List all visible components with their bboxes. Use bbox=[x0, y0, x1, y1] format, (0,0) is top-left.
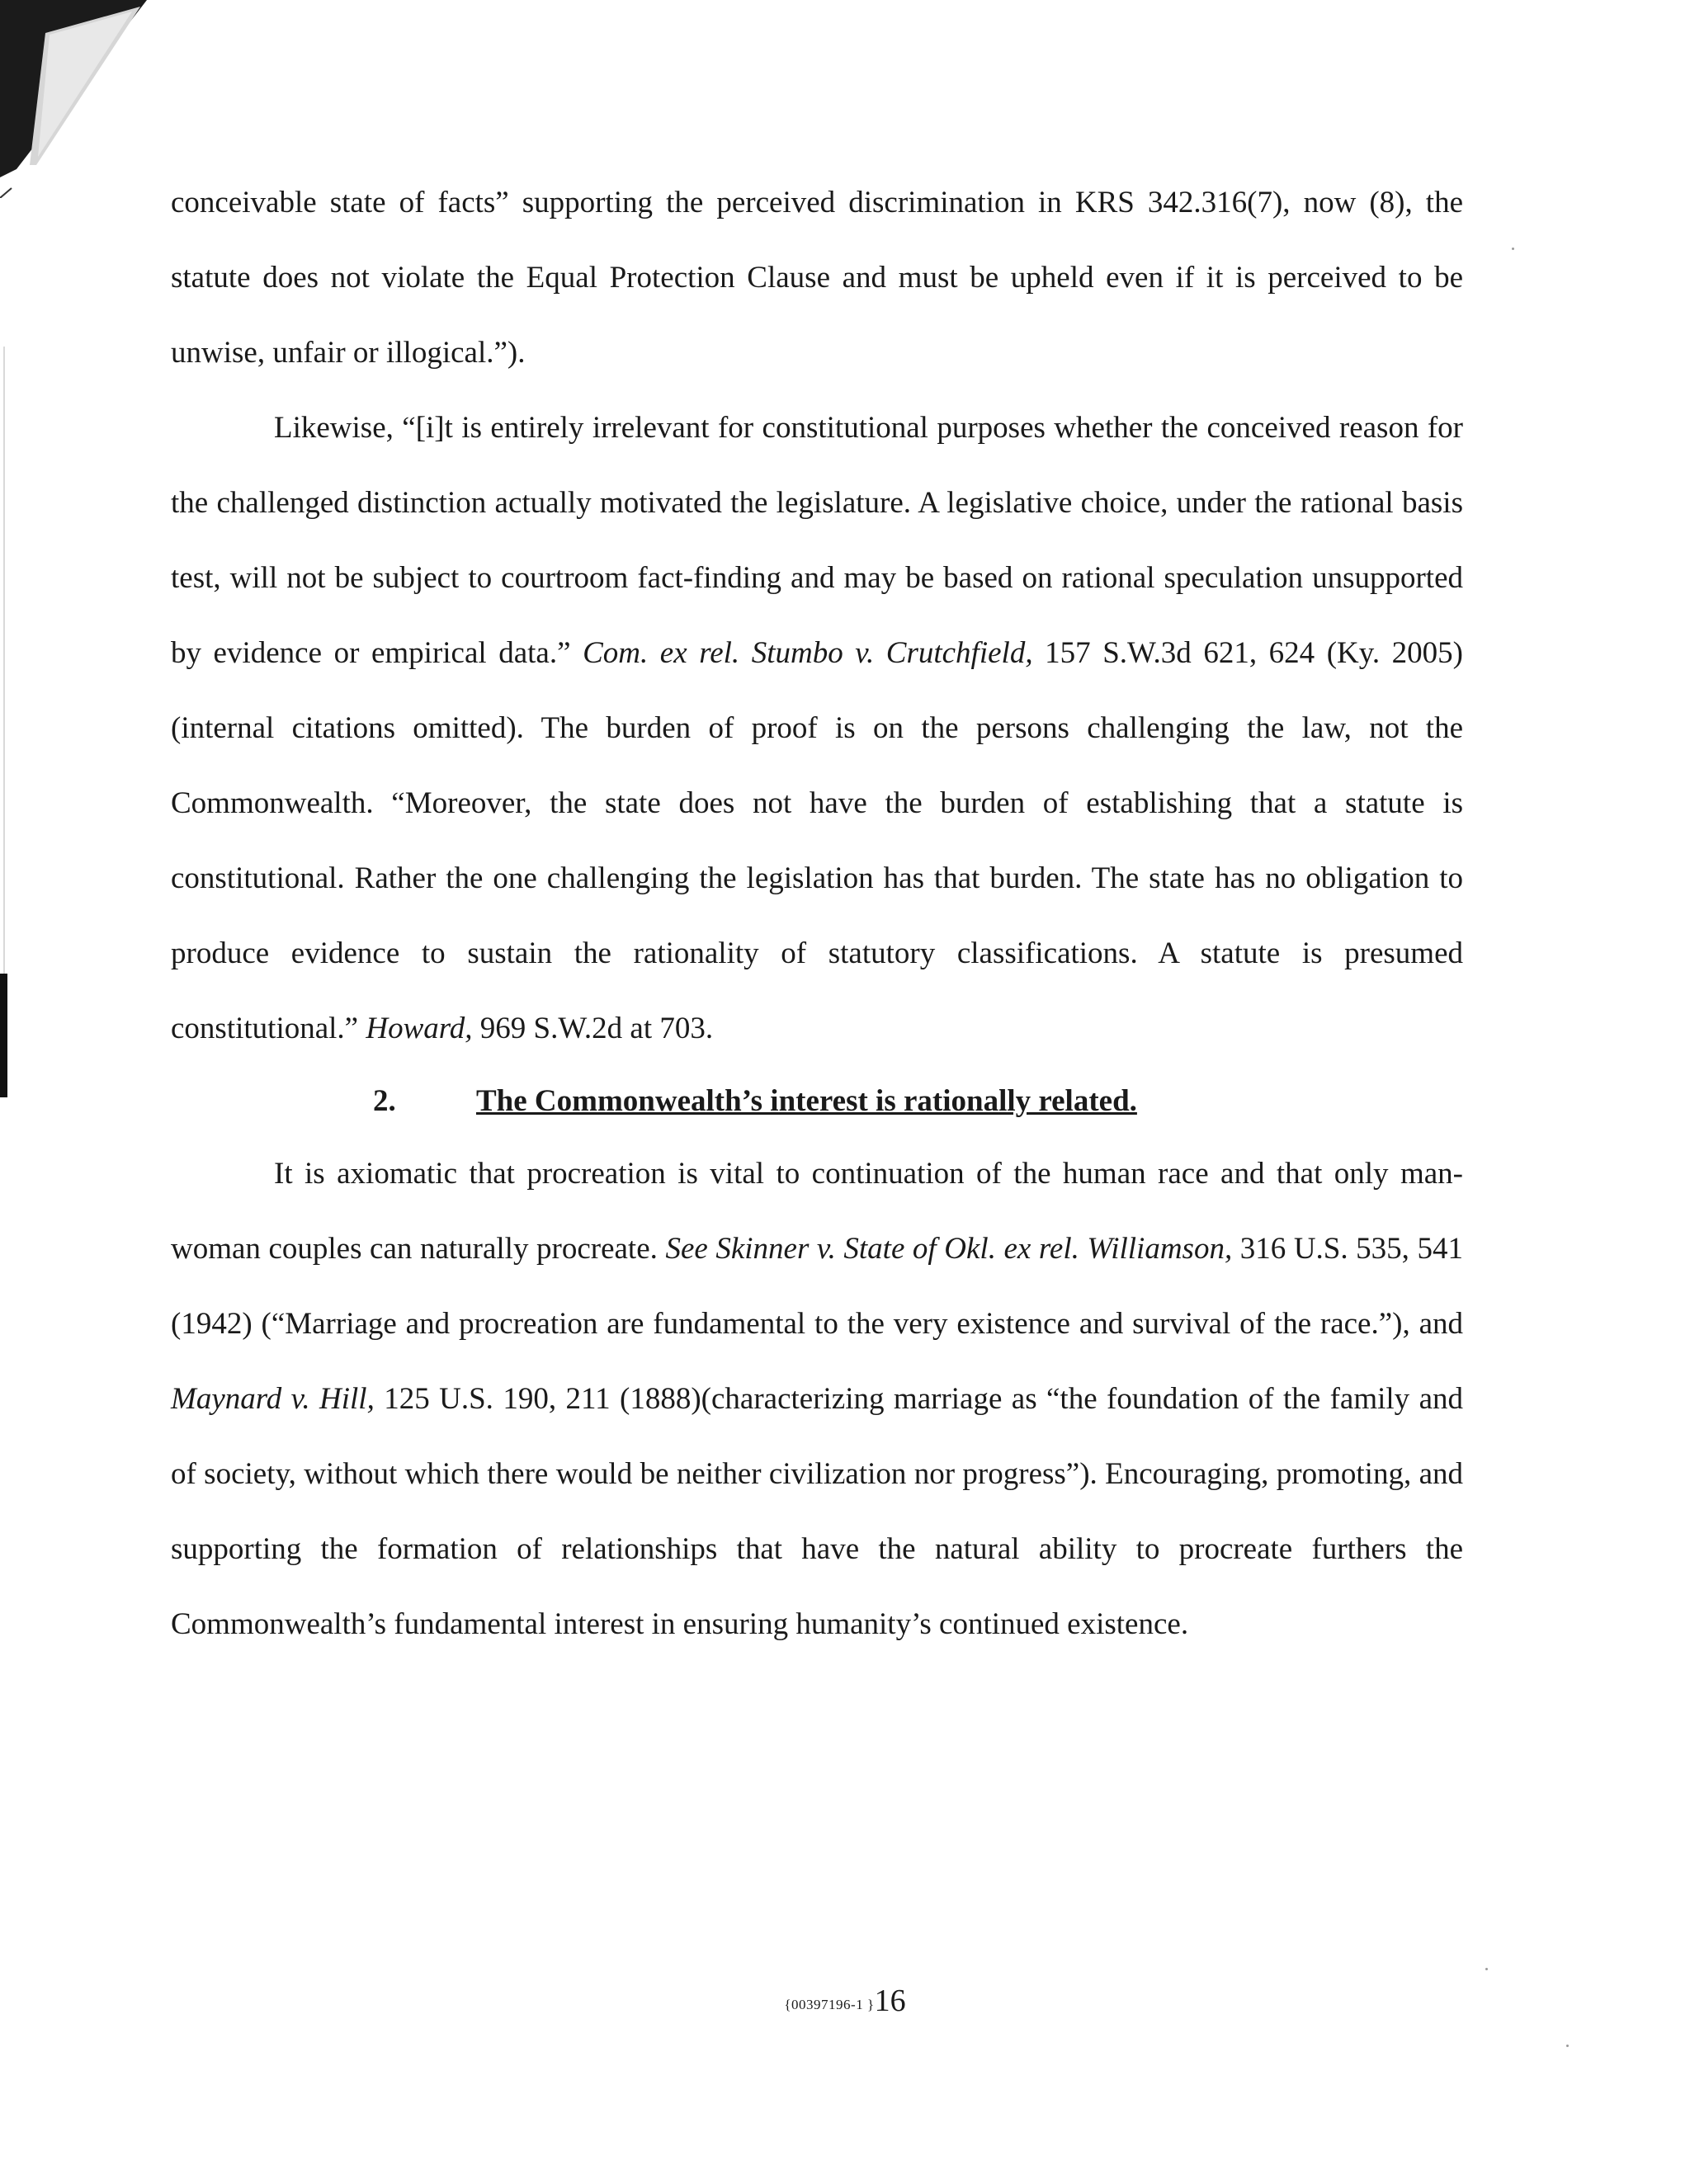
paragraph-continued: conceivable state of facts” supporting the perceived discrimination in KRS 342.316(7), now (8), the statute does not violate the Equal Protection Clause and must be upheld even if it is perceived to be unwise, unfair or illogical.”). bbox=[171, 186, 1463, 370]
page-footer bbox=[0, 1980, 1690, 2026]
section-title: The Commonwealth’s interest is rationally related. bbox=[476, 1084, 1137, 1118]
case-citation: Maynard v. Hill, bbox=[171, 1382, 375, 1416]
paragraph-likewise: Likewise, “[i]t is entirely irrelevant for constitutional purposes whether the conceived reason for the challenged distinction actually motivated the legislature. A legislative choice, under the rational basis test, will not be subject to courtroom fact-finding and may be based on rational speculation unsupported by evidence or empirical data.” Com. ex rel. Stumbo v. Crutchfield, 157 S.W.3d 621, 624 (Ky. 2005) (internal citations omitted). The burden of proof is on the persons challenging the law, not the Commonwealth. “Moreover, the state does not have the burden of establishing that a statute is constitutional. Rather the one challenging the legislation has that burden. The state has no obligation to produce evidence to sustain the rationality of statutory classifications. A statute is presumed constitutional.” Howard, 969 S.W.2d at 703. bbox=[171, 411, 1463, 1045]
case-citation: Howard, bbox=[366, 1012, 473, 1045]
page-number: 16 bbox=[874, 1984, 906, 2018]
paragraph-axiomatic: It is axiomatic that procreation is vital to continuation of the human race and that only man-woman couples can naturally procreate. See Skinner v. State of Okl. ex rel. Williamson, 316 U.S. 535, 541 (1942) (“Marriage and procreation are fundamental to the very existence and survival of the race.”), and Maynard v. Hill, 125 U.S. 190, 211 (1888)(characterizing marriage as “the foundation of the family and of society, without which there would be neither civilization nor progress”). Encouraging, promoting, and supporting the formation of relationships that have the natural ability to procreate furthers the Commonwealth’s fundamental interest in ensuring humanity’s continued existence. bbox=[171, 1157, 1463, 1641]
folded-corner-scan-artifact bbox=[0, 0, 157, 198]
document-id: {00397196-1 } bbox=[784, 1997, 875, 2012]
case-citation: See Skinner v. State of Okl. ex rel. Williamson, bbox=[665, 1232, 1233, 1266]
section-heading bbox=[171, 1066, 1463, 1136]
scan-edge-mark bbox=[0, 974, 7, 1097]
document-body bbox=[171, 165, 1463, 1662]
section-number: 2. bbox=[373, 1084, 396, 1118]
scan-speck bbox=[1512, 248, 1514, 250]
scan-speck bbox=[1485, 1968, 1488, 1970]
scan-speck bbox=[1566, 2045, 1569, 2047]
case-citation: Com. ex rel. Stumbo v. Crutchfield, bbox=[583, 636, 1033, 670]
